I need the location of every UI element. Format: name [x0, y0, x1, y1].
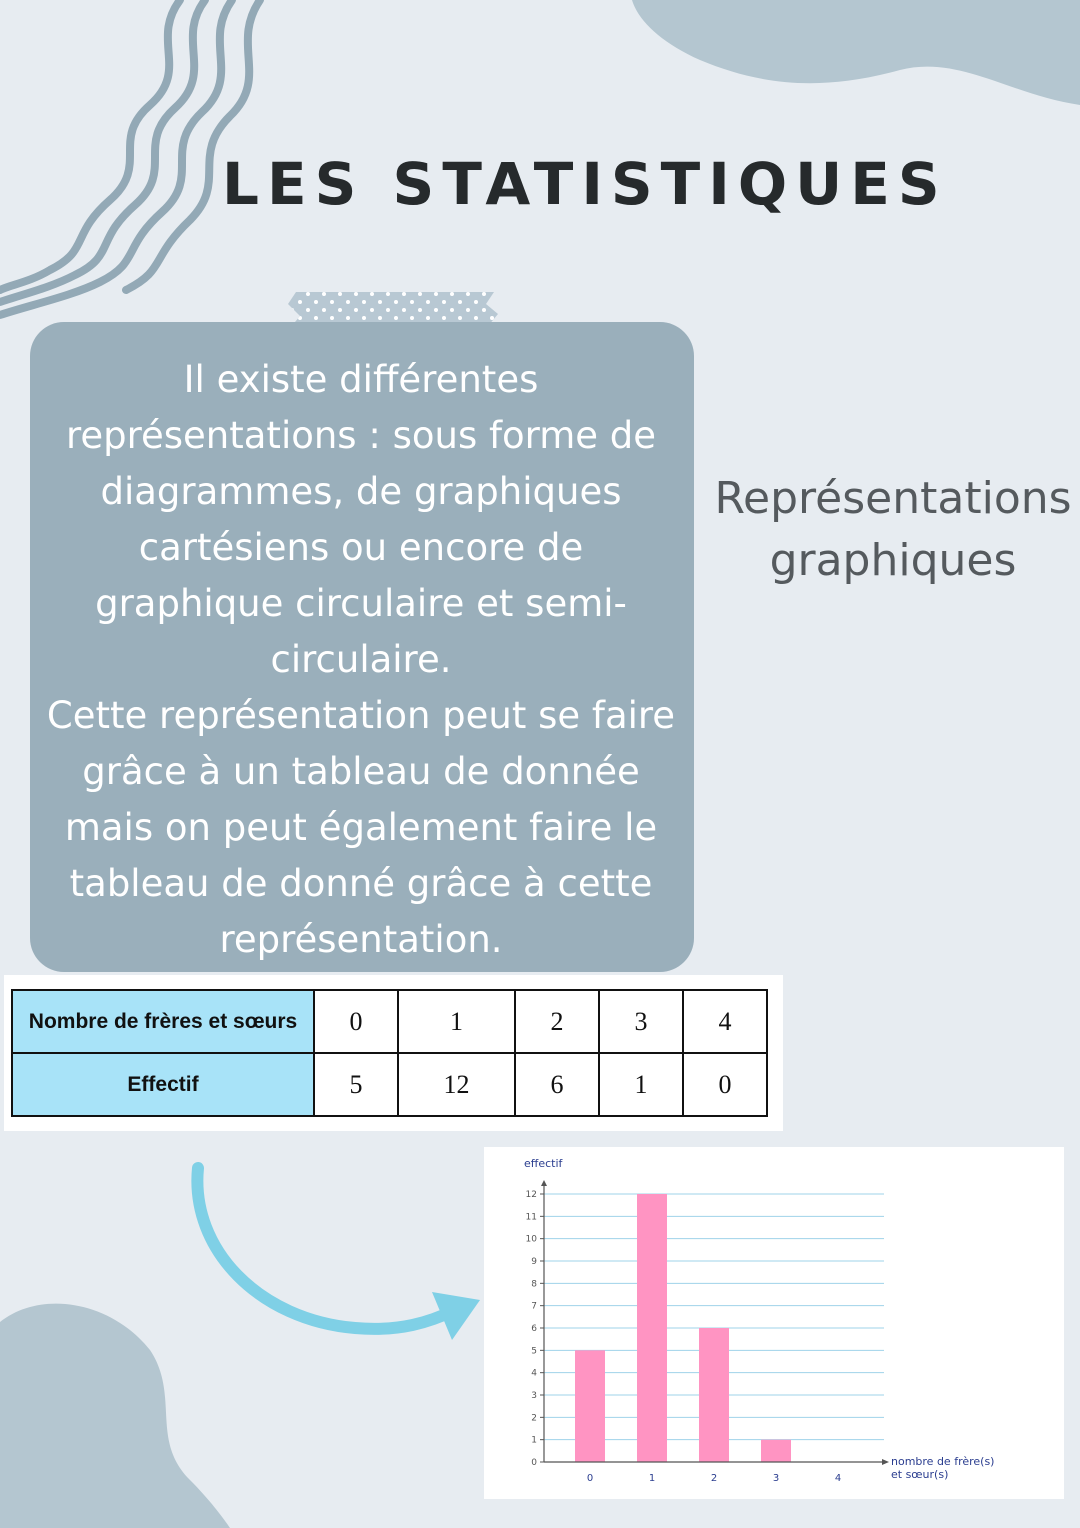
- wavy-lines: [0, 0, 260, 315]
- note-line: grâce à un tableau de donnée: [82, 750, 640, 793]
- curved-arrow: [197, 1168, 455, 1329]
- y-tick-label: 6: [531, 1324, 537, 1334]
- page-title: LES STATISTIQUES: [222, 150, 948, 218]
- y-tick-label: 7: [531, 1301, 537, 1312]
- side-heading: [706, 468, 1080, 592]
- y-tick-label: 11: [525, 1212, 537, 1223]
- bar-chart: [484, 1147, 1064, 1499]
- side-heading-line: graphiques: [769, 535, 1017, 586]
- bottom-left-blob: [0, 1304, 230, 1528]
- side-heading-line: Représentations: [714, 473, 1072, 524]
- table-cell: 2: [515, 990, 599, 1053]
- table-cell: 4: [683, 990, 767, 1053]
- bar: [761, 1440, 791, 1462]
- table-cell: 0: [683, 1053, 767, 1116]
- note-line: graphique circulaire et semi-: [95, 582, 627, 625]
- note-line: Cette représentation peut se faire: [46, 694, 676, 737]
- table-cell: 1: [599, 1053, 683, 1116]
- y-tick-label: 1: [531, 1435, 537, 1446]
- y-tick-label: 9: [531, 1257, 537, 1267]
- y-axis-arrow-icon: [541, 1180, 547, 1186]
- data-table: [11, 989, 768, 1117]
- note-paragraph: [46, 352, 676, 968]
- table-cell: 0: [314, 990, 398, 1053]
- x-tick-label: 0: [586, 1473, 594, 1484]
- note-line: tableau de donné grâce à cette: [69, 862, 653, 905]
- y-tick-label: 10: [525, 1234, 537, 1245]
- y-tick-label: 3: [531, 1391, 537, 1401]
- table-row: [12, 990, 767, 1053]
- bar: [575, 1350, 605, 1462]
- x-axis-label: nombre de frère(s): [891, 1455, 995, 1468]
- y-tick-label: 0: [531, 1458, 537, 1468]
- x-axis-arrow-icon: [882, 1459, 889, 1465]
- top-right-blob: [632, 0, 1080, 105]
- x-tick-label: 4: [834, 1473, 842, 1484]
- note-line: diagrammes, de graphiques: [100, 470, 622, 513]
- note-line: représentation.: [219, 918, 503, 961]
- x-axis-label: et sœur(s): [891, 1468, 949, 1481]
- table-cell: 12: [398, 1053, 515, 1116]
- y-tick-label: 2: [531, 1413, 537, 1424]
- y-tick-label: 5: [531, 1346, 537, 1357]
- y-tick-label: 12: [525, 1190, 537, 1200]
- y-tick-label: 8: [531, 1279, 537, 1290]
- y-tick-label: 4: [531, 1368, 537, 1379]
- row-header-count: Effectif: [12, 1053, 314, 1116]
- table-cell: 1: [398, 990, 515, 1053]
- note-line: cartésiens ou encore de: [138, 526, 584, 569]
- bar: [637, 1194, 667, 1462]
- table-cell: 3: [599, 990, 683, 1053]
- note-line: circulaire.: [270, 638, 452, 681]
- x-tick-label: 3: [772, 1473, 780, 1484]
- row-header-siblings: Nombre de frères et sœurs: [12, 990, 314, 1053]
- table-cell: 6: [515, 1053, 599, 1116]
- table-row: [12, 1053, 767, 1116]
- table-cell: 5: [314, 1053, 398, 1116]
- note-line: représentations : sous forme de: [65, 414, 657, 457]
- note-line: Il existe différentes: [183, 358, 539, 401]
- x-tick-label: 1: [648, 1473, 656, 1484]
- note-line: mais on peut également faire le: [64, 806, 658, 849]
- y-axis-label: effectif: [524, 1157, 563, 1170]
- x-tick-label: 2: [710, 1473, 718, 1484]
- bar: [699, 1328, 729, 1462]
